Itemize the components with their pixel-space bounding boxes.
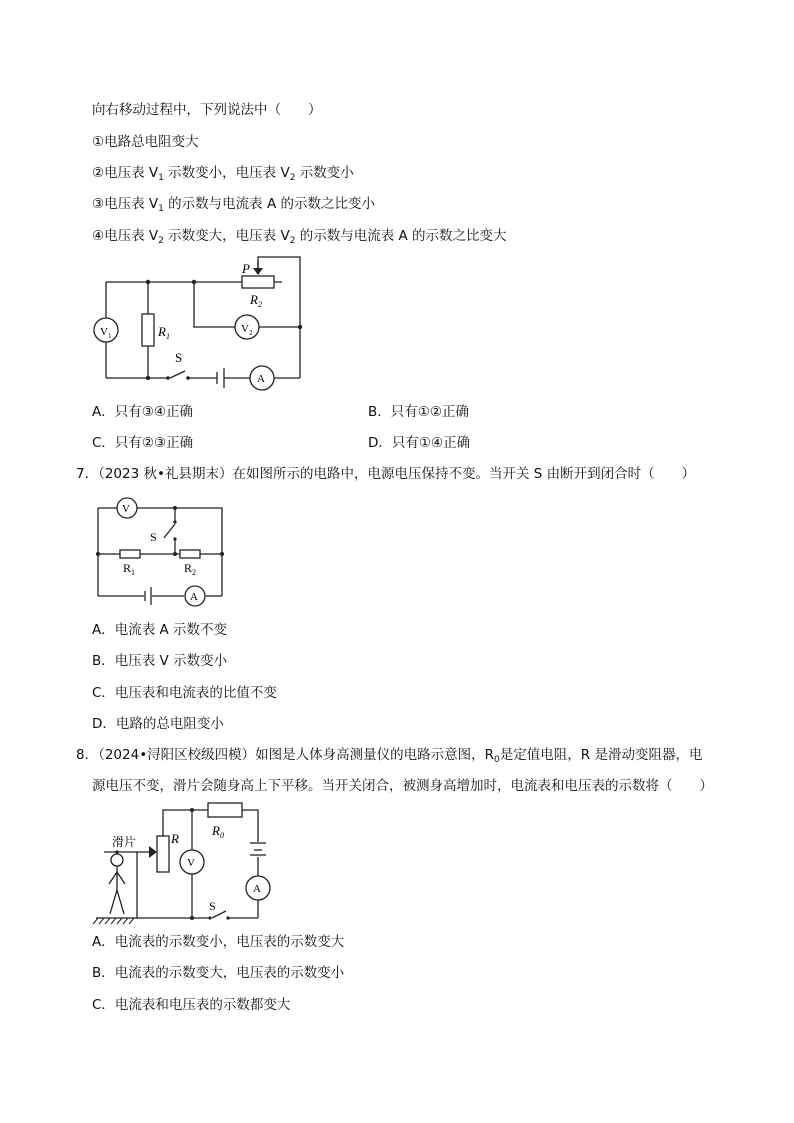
q7-option-b: B．电压表 V 示数变小 bbox=[92, 653, 228, 669]
ground-hatch-icon bbox=[93, 918, 134, 924]
q6-label-r1: $R_1$ bbox=[158, 324, 170, 341]
q8-option-b: B．电流表的示数变大，电压表的示数变小 bbox=[92, 965, 345, 981]
q6-option-c: C．只有②③正确 bbox=[92, 435, 194, 451]
q7-option-d: D．电路的总电阻变小 bbox=[92, 716, 224, 732]
q8-label-v: V bbox=[187, 857, 195, 869]
q6-statement-1: ①电路总电阻变大 bbox=[92, 134, 199, 150]
q7-stem: 7．（2023 秋•礼县期末）在如图所示的电路中，电源电压保持不变。当开关 S 由断开到闭合时（ ） bbox=[76, 466, 696, 482]
q8-stem-line-2: 源电压不变，滑片会随身高上下平移。当开关闭合，被测身高增加时，电流表和电压表的示数将（ ） bbox=[92, 778, 713, 794]
q8-resistor-r0 bbox=[208, 803, 242, 817]
q8-resistor-r bbox=[157, 836, 169, 872]
q7-label-r1: $R_1$ bbox=[123, 561, 136, 577]
q7-option-c: C．电压表和电流表的比值不变 bbox=[92, 685, 277, 701]
q8-label-r0: $R_0$ bbox=[212, 823, 224, 840]
q8-label-slider: 滑片 bbox=[112, 835, 137, 849]
q6-label-a: A bbox=[257, 373, 265, 385]
q6-intro: 向右移动过程中，下列说法中（ ） bbox=[92, 102, 322, 118]
q8-label-r: R bbox=[171, 831, 179, 846]
q7-option-a: A．电流表 A 示数不变 bbox=[92, 622, 228, 638]
q6-label-s: S bbox=[175, 350, 183, 365]
q7-label-a: A bbox=[190, 591, 198, 603]
q8-label-a: A bbox=[253, 883, 261, 895]
q8-option-a: A．电流表的示数变小，电压表的示数变大 bbox=[92, 934, 345, 950]
q7-label-s: S bbox=[150, 530, 157, 544]
q7-label-v: V bbox=[122, 503, 130, 515]
q6-option-d: D．只有①④正确 bbox=[368, 435, 471, 451]
q7-label-r2: $R_2$ bbox=[184, 561, 197, 577]
q6-label-v2: $V_2$ bbox=[241, 323, 253, 337]
q6-label-p: P bbox=[242, 261, 250, 276]
q6-option-b: B．只有①②正确 bbox=[368, 404, 469, 420]
q8-option-c: C．电流表和电压表的示数都变大 bbox=[92, 997, 291, 1013]
q8-stem-line-1: 8．（2024•浔阳区校级四模）如图是人体身高测量仪的电路示意图，$R_0$是定值电阻，R 是滑动变阻器，电 bbox=[76, 747, 703, 765]
q6-label-v1: $V_1$ bbox=[100, 326, 112, 340]
slider-arrow-icon bbox=[149, 846, 157, 858]
q8-label-s: S bbox=[209, 899, 216, 913]
q6-label-r2: $R_2$ bbox=[250, 292, 262, 309]
q6-statement-4: ④电压表 $V_2$ 示数变大，电压表 $V_2$ 的示数与电流表 A 的示数之比变大 bbox=[92, 228, 507, 246]
q6-option-a: A．只有③④正确 bbox=[92, 404, 193, 420]
q6-statement-2: ②电压表 $V_1$ 示数变小，电压表 $V_2$ 示数变小 bbox=[92, 165, 354, 183]
q6-statement-3: ③电压表 $V_1$ 的示数与电流表 A 的示数之比变小 bbox=[92, 196, 375, 214]
